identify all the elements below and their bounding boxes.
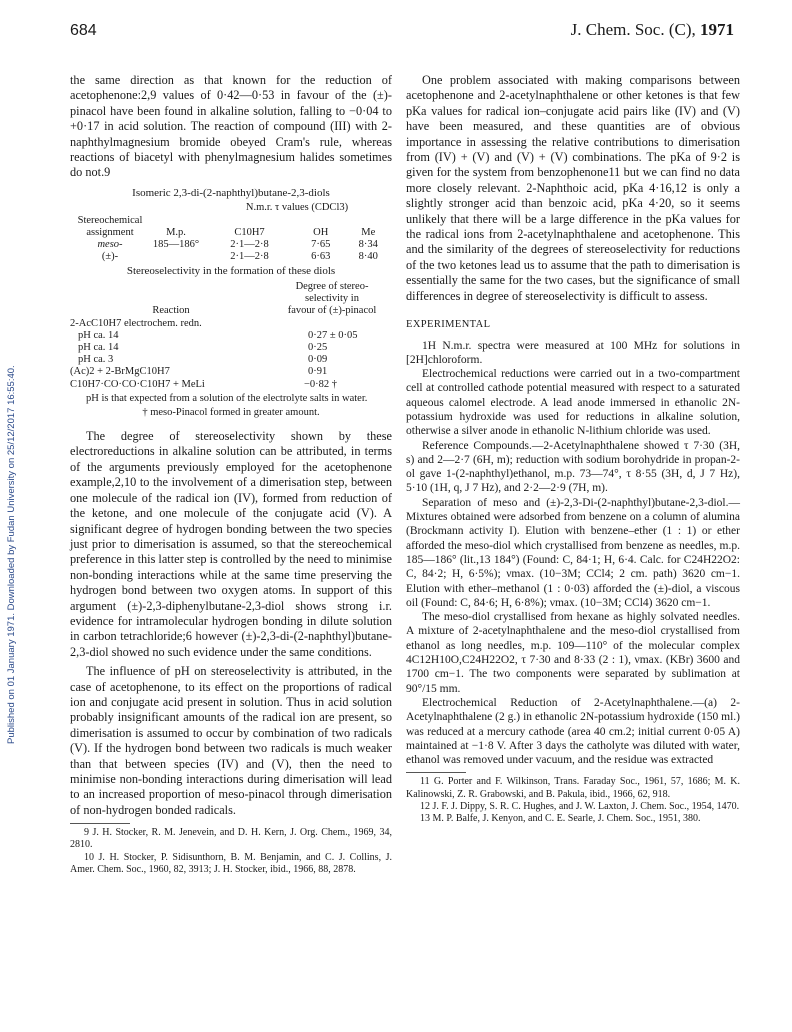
journal-header [571, 20, 734, 40]
col-header: Me [361, 226, 376, 238]
table-note: pH is that expected from a solution of the electrolyte salts in water. [86, 392, 368, 404]
footnote: 10 J. H. Stocker, P. Sidisunthorn, B. M. Benjamin, and C. J. Collins, J. Amer. Chem. Soc., 1960, 82, 3913; J. H. Stocker, ibid., 1966, 88, 2878. [70, 851, 392, 875]
col-header: C10H7 [234, 226, 265, 238]
table-isomeric-diols [70, 187, 392, 420]
footnotes [70, 827, 392, 876]
page-number: 684 [70, 22, 97, 39]
paragraph: Separation of meso and (±)-2,3-Di-(2-naphthyl)butane-2,3-diol.—Mixtures obtained were adsorbed from benzene on a column of alumina (Brockmann activity I). Elution with benzene–ether (1 : 1) or ether afforded the meso-diol which crystallised from benzene as needles, m.p. 185—186° (lit.,13 184°) (Found: C, 84·1; H, 6·4. Calc. for C24H22O2: C, 84·2; H, 6·5%); νmax. (10−3M; CCl4; 2 cm. path) 3620 cm−1. Elution with ether–methanol (1 : 0·03) afforded the (±)-diol, a viscous oil (Found: C, 84·6; H, 6·8%); νmax. (10−3M; CCl4) 3620 cm−1. [406, 496, 740, 609]
table-row: pH ca. 14 0·25 [78, 342, 328, 354]
col-header: M.p. [166, 226, 186, 238]
footnote: 12 J. F. J. Dippy, S. R. C. Hughes, and J. W. Laxton, J. Chem. Soc., 1954, 1470. [420, 800, 740, 812]
provenance-sidebar: Published on 01 January 1971. Downloaded by Fudan University on 25/12/2017 16:55:40. [6, 365, 17, 745]
left-column [70, 73, 392, 876]
paragraph: The degree of stereoselectivity shown by these electroreductions in alkaline solution can be attributed, in terms of the arguments previously employed for the acetophenone example,2,10 to the involvement of a dimerisation step, between one molecule of the radical ion (IV), formed from reduction of the ketone, and one molecule of the conjugate acid (V). A significant degree of hydrogen bonding between the two species just prior to dimerisation is assumed, so that the stereochemical preference in this latter step is controlled by the need to minimise non-bonding interactions while at the same time preserving the hydrogen bond between two oxygen atoms. In support of this argument (±)-2,3-diphenylbutane-2,3-diol shows strong i.r. evidence for intramolecular hydrogen bonding in dilute solution in carbon tetrachloride;6 however (±)-2,3-di-(2-naphthyl)butane-2,3-diol showed no such evidence under the same conditions. [70, 429, 393, 659]
paragraph: Electrochemical Reduction of 2-Acetylnaphthalene.—(a) 2-Acetylnaphthalene (2 g.) in ethanolic 2N-potassium hydroxide (150 ml.) was reduced at a mercury cathode (area 40 cm.2; initial current 0·05 A) maintained at −1·8 V. After 3 days the catholyte was diluted with water, ethanol was removed under vacuum, and the residue was extracted [406, 696, 740, 767]
footnote-rule [406, 772, 466, 773]
paragraph: The meso-diol crystallised from hexane as highly solvated needles. A mixture of 2-acetylnaphthalene and the meso-diol crystallised from ethanol as long needles, m.p. 109—110° of the molecular complex 4C12H10O,C24H22O2, τ 7·30 and 8·33 (2 : 1), νmax. (KBr) 3600 and 1700 cm−1. The two components were separated by sublimation at 90°/15 mm. [406, 611, 740, 695]
stereoselectivity-table: Degree of stereo- selectivity in Reaction favour of (±)-pinacol 2-AcC10H7 electrochem. redn. pH ca. 14 0·27 ± 0·05 pH ca. 14 0·25 pH ca. 3 0·09 (Ac)2 + 2-BrMgC10H7 0·91 C10H7·CO·CO·C10H7 + MeLi −0·82 † [70, 281, 392, 391]
footnote: 9 J. H. Stocker, R. M. Jenevein, and D. H. Kern, J. Org. Chem., 1969, 34, 2810. [70, 827, 392, 851]
journal-year: 1971 [700, 20, 734, 39]
paragraph: Electrochemical reductions were carried out in a two-compartment cell at controlled cathode potential measured with respect to a saturated aqueous calomel electrode. A lead anode immersed in ethanolic 2N-potassium hydroxide was used for reductions in alkaline solution, otherwise a silver anode in ethanolic N-lithium chloride was used. [406, 368, 740, 438]
table-row: pH ca. 3 0·09 [78, 354, 328, 366]
table-row: meso- 185—186° 2·1—2·8 7·65 8·34 [97, 239, 378, 251]
footnote-rule [70, 823, 130, 824]
footnote: 13 M. P. Balfe, J. Kenyon, and C. E. Searle, J. Chem. Soc., 1951, 380. [420, 813, 701, 825]
table-row: 2-AcC10H7 electrochem. redn. [70, 317, 202, 329]
table-row: (Ac)2 + 2-BrMgC10H7 0·91 [70, 366, 328, 378]
journal-name: J. Chem. Soc. (C), [570, 20, 700, 39]
paragraph: 1H N.m.r. spectra were measured at 100 MHz for solutions in [2H]chloroform. [406, 339, 740, 366]
nmr-table [70, 202, 392, 263]
col-header: OH [313, 226, 329, 238]
table-row: (±)- 2·1—2·8 6·63 8·40 [101, 251, 378, 263]
col-header: Reaction [152, 305, 190, 317]
paragraph: the same direction as that known for the reduction of acetophenone:2,9 values of 0·42—0·53 in favour of the (±)-pinacol have been found in alkaline solution, falling to −0·04 to +0·17 in acid solution. The reaction of compound (III) with 2-naphthylmagnesium bromide obeyed Cram's rule, whereas reactions of biacetyl with phenylmagnesium halides sometimes do not.9 [70, 73, 392, 180]
paragraph: Reference Compounds.—2-Acetylnaphthalene showed τ 7·30 (3H, s) and 2—2·7 (6H, m); reduction with sodium borohydride in propan-2-ol gave 1-(2-naphthyl)ethanol, m.p. 73—74°, τ 8·55 (3H, d, J 7 Hz), 5·10 (1H, q, J 7 Hz), and 2·2—2·9 (7H, m). [406, 439, 740, 495]
col-header: Stereochemical [77, 214, 143, 226]
table-note: † meso-Pinacol formed in greater amount. [142, 407, 320, 419]
table-title: Isomeric 2,3-di-(2-naphthyl)butane-2,3-diols [132, 186, 330, 199]
table-row: C10H7·CO·CO·C10H7 + MeLi −0·82 † [70, 378, 338, 390]
section-heading: EXPERIMENTAL [406, 319, 491, 331]
paragraph: The influence of pH on stereoselectivity is attributed, in the case of acetophenone, to its effect on the proportions of radical ion and conjugate acid present in solution. Thus in acid solution probably insignificant amounts of the radical ion are present, so dimerisation is assumed to occur by combination of two radicals (V). If the hydrogen bond between two radicals is much weaker than that between species (IV) and (V), then the need to minimise non-bonding interactions during dimerisation will lead to an increased proportion of meso-pinacol through dimerisation of non-hydrogen bonded radicals. [70, 664, 392, 817]
nmr-header: N.m.r. τ values (CDCl3) [245, 202, 349, 214]
col-header: assignment [86, 226, 134, 238]
footnote: 11 G. Porter and F. Wilkinson, Trans. Faraday Soc., 1961, 57, 1686; M. K. Kalinowski, Z. R. Grabowski, and B. Pakula, ibid., 1966, 62, 918. [406, 776, 740, 800]
paragraph: One problem associated with making comparisons between acetophenone and 2-acetylnaphthalene or other ketones is that few pKa values for radical ion–conjugate acid pairs like (IV) and (V) have been measured, and these quantities are of obvious importance in assessing the relative contributions to dimerisation from (IV) + (V) and (V) + (V) combinations. The pKa of 9·2 is given for the system from benzophenone11 but we can find no data more closely relevant. 2-Naphthoic acid, pKa 4·16,12 is only a slightly stronger acid than benzoic acid, pKa 4·20, so it seems unlikely that there will be a large difference in the pKa values for the radical ions from 2-acetylnaphthalene and acetophenone. This and the similarity of the degrees of stereoselectivity for reductions of the two ketones lead us to assume that the path to dimerisation is essentially the same for the two cases, but the significance of small differences in degree of stereoselectivity is difficult to assess. [406, 73, 740, 303]
table-title: Stereoselectivity in the formation of these diols [126, 265, 336, 278]
right-column [406, 73, 740, 825]
footnotes [406, 776, 740, 825]
experimental-section [406, 339, 740, 768]
table-row: pH ca. 14 0·27 ± 0·05 [78, 329, 358, 341]
